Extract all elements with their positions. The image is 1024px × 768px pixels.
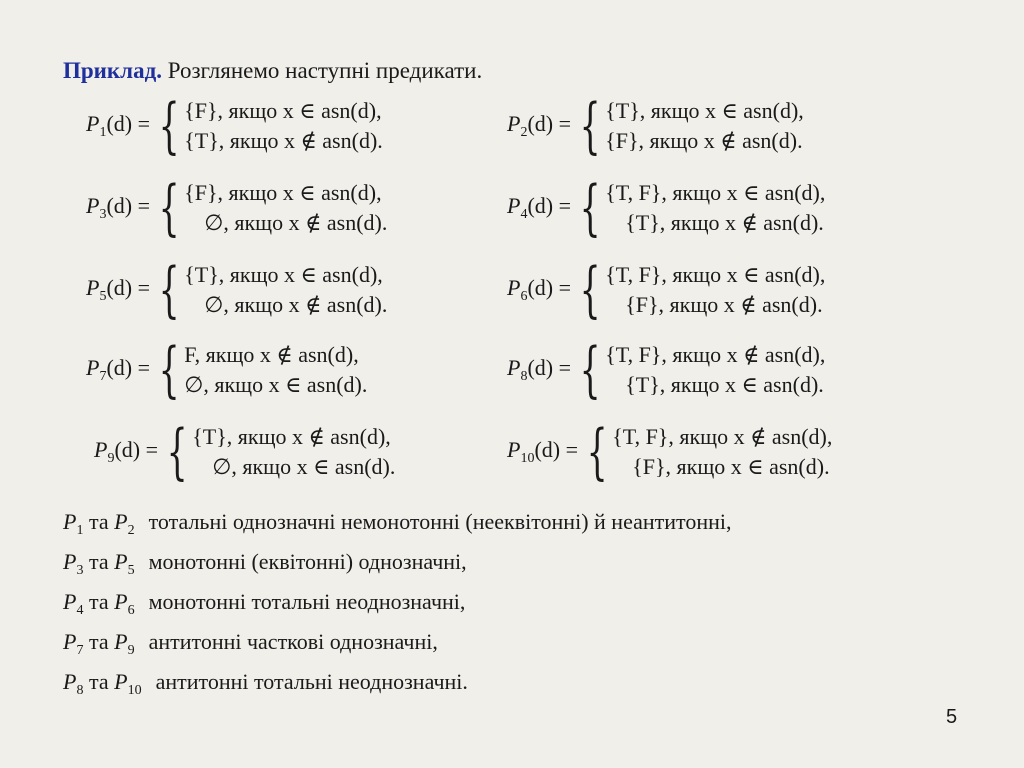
case-row-1: F, якщо x ∉ asn(d),	[184, 342, 359, 367]
left-brace-icon: {	[166, 417, 188, 487]
definition-p6	[507, 255, 826, 325]
left-brace-icon: {	[158, 335, 180, 405]
left-brace-icon: {	[158, 173, 180, 243]
definition-p8	[507, 335, 826, 405]
statement-p1-p2: $P_1$ та $P_2$ тотальні однозначні немонотонні (нееквітонні) й неантитонні,	[63, 509, 732, 538]
left-brace-icon: {	[579, 173, 601, 243]
case-row-2: ∅, якщо x ∈ asn(d).	[184, 372, 368, 397]
definition-cases	[184, 340, 367, 400]
definition-p4	[507, 173, 826, 243]
definition-lhs: $P_2(d)$ =	[507, 111, 572, 140]
statement-p3-p5: $P_3$ та $P_5$ монотонні (еквітонні) однозначні,	[63, 549, 467, 578]
heading-text: Розглянемо наступні предикати.	[161, 58, 483, 83]
case-row-2: ∅, якщо x ∉ asn(d).	[204, 292, 388, 317]
definition-cases	[184, 96, 383, 156]
heading-keyword: Приклад.	[63, 58, 162, 83]
case-row-1: {T}, якщо x ∈ asn(d),	[605, 98, 804, 123]
statement-p7-p9: $P_7$ та $P_9$ антитонні часткові однозначні,	[63, 629, 438, 658]
definition-cases	[192, 422, 395, 482]
case-row-1: {T}, якщо x ∉ asn(d),	[192, 424, 391, 449]
definition-p1	[86, 91, 383, 161]
definition-lhs: $P_8(d)$ =	[507, 355, 572, 384]
case-row-2: {T}, якщо x ∉ asn(d).	[625, 210, 824, 235]
case-row-2: {T}, якщо x ∈ asn(d).	[625, 372, 824, 397]
left-brace-icon: {	[579, 335, 601, 405]
case-row-2: {F}, якщо x ∈ asn(d).	[632, 454, 830, 479]
statement-p8-p10: $P_8$ та $P_{10}$ антитонні тотальні неоднозначні.	[63, 669, 468, 698]
definition-cases	[605, 260, 825, 320]
definition-lhs: $P_4(d)$ =	[507, 193, 572, 222]
case-row-1: {T, F}, якщо x ∉ asn(d),	[605, 342, 826, 367]
left-brace-icon: {	[586, 417, 608, 487]
definition-cases	[184, 178, 387, 238]
definition-cases	[605, 178, 825, 238]
definition-p3	[86, 173, 388, 243]
statement-p4-p6: $P_4$ та $P_6$ монотонні тотальні неоднозначні,	[63, 589, 466, 618]
definition-p5	[86, 255, 388, 325]
definition-lhs: $P_9(d)$ =	[94, 437, 159, 466]
case-row-2: ∅, якщо x ∈ asn(d).	[212, 454, 396, 479]
case-row-2: ∅, якщо x ∉ asn(d).	[204, 210, 388, 235]
case-row-1: {F}, якщо x ∈ asn(d),	[184, 180, 382, 205]
case-row-1: {T}, якщо x ∈ asn(d),	[184, 262, 383, 287]
page-number: 5	[946, 706, 958, 728]
left-brace-icon: {	[158, 91, 180, 161]
definition-cases	[605, 96, 804, 156]
case-row-1: {T, F}, якщо x ∈ asn(d),	[605, 180, 826, 205]
case-row-2: {F}, якщо x ∉ asn(d).	[605, 128, 803, 153]
left-brace-icon: {	[158, 255, 180, 325]
definition-p7	[86, 335, 368, 405]
left-brace-icon: {	[579, 255, 601, 325]
definition-cases	[184, 260, 387, 320]
definition-lhs: $P_6(d)$ =	[507, 275, 572, 304]
definition-p10	[507, 417, 833, 487]
definition-lhs: $P_5(d)$ =	[86, 275, 151, 304]
definition-lhs: $P_1(d)$ =	[86, 111, 151, 140]
definition-lhs: $P_3(d)$ =	[86, 193, 151, 222]
case-row-1: {T, F}, якщо x ∉ asn(d),	[612, 424, 833, 449]
definition-p9	[94, 417, 396, 487]
case-row-2: {F}, якщо x ∉ asn(d).	[625, 292, 823, 317]
definition-lhs: $P_7(d)$ =	[86, 355, 151, 384]
definition-cases	[605, 340, 825, 400]
case-row-1: {F}, якщо x ∈ asn(d),	[184, 98, 382, 123]
case-row-1: {T, F}, якщо x ∈ asn(d),	[605, 262, 826, 287]
slide-heading	[63, 56, 482, 86]
left-brace-icon: {	[579, 91, 601, 161]
definition-cases	[612, 422, 832, 482]
case-row-2: {T}, якщо x ∉ asn(d).	[184, 128, 383, 153]
definition-lhs: $P_{10}(d)$ =	[507, 437, 579, 466]
definition-p2	[507, 91, 804, 161]
